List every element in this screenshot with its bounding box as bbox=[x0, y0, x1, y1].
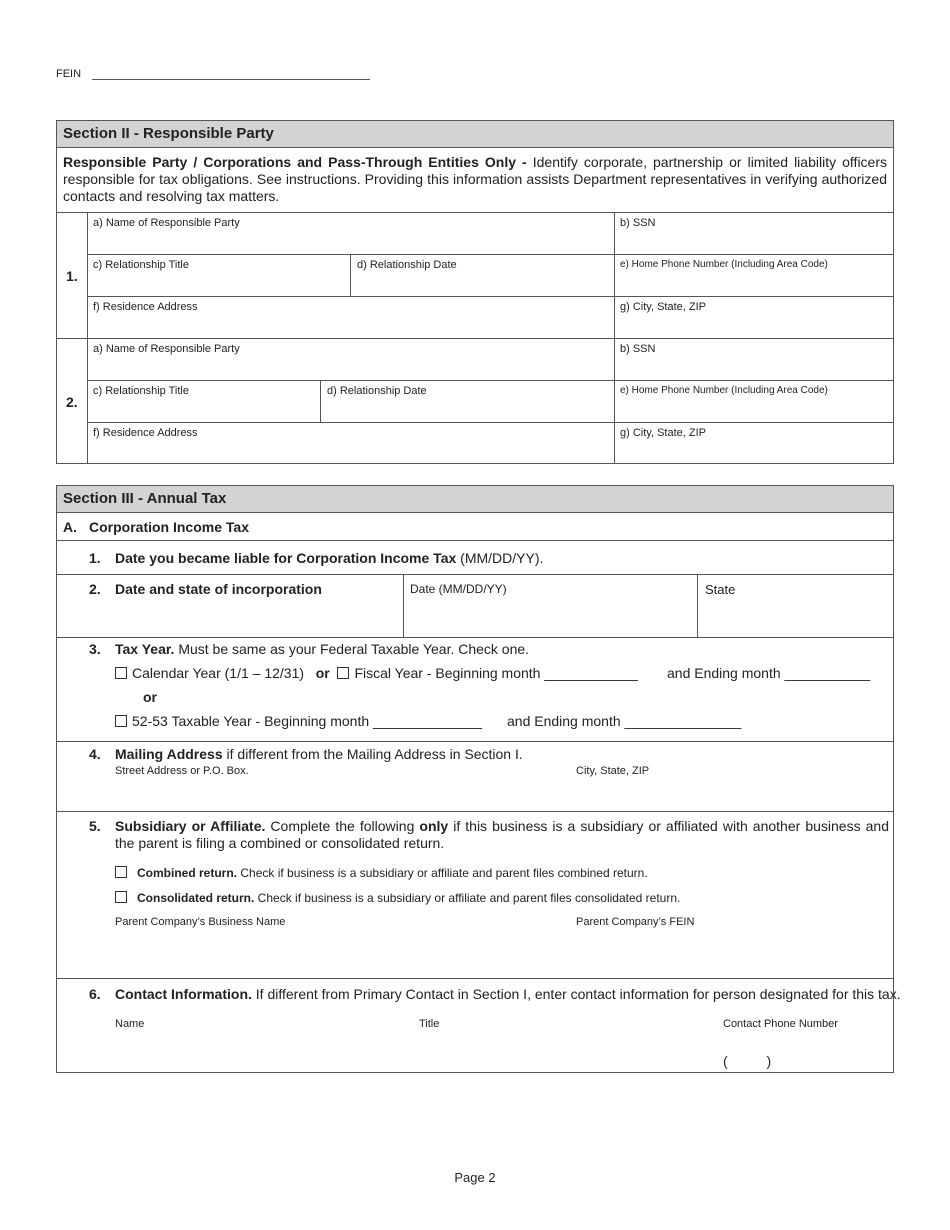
fiscal-year-checkbox[interactable] bbox=[337, 667, 349, 679]
item-4-label: Mailing Address if different from the Mailing Address in Section I. bbox=[115, 746, 523, 762]
item-3-label: Tax Year. Must be same as your Federal Taxable Year. Check one. bbox=[115, 641, 530, 657]
or-line: or bbox=[143, 689, 157, 705]
tax-year-row-3 bbox=[115, 713, 482, 729]
mailing-city-field[interactable]: City, State, ZIP bbox=[576, 765, 650, 777]
section-3-title: Section III - Annual Tax bbox=[57, 486, 893, 513]
page-number: Page 2 bbox=[454, 1170, 496, 1185]
incorporation-state-field[interactable]: State bbox=[705, 582, 736, 597]
contact-phone-parens[interactable]: ( ) bbox=[723, 1053, 772, 1069]
section-2-box bbox=[56, 120, 894, 464]
party-2-number: 2. bbox=[66, 394, 78, 410]
party-1-ssn-field[interactable]: b) SSN bbox=[620, 217, 656, 229]
incorporation-date-field[interactable]: Date (MM/DD/YY) bbox=[410, 582, 507, 596]
item-5-number: 5. bbox=[89, 818, 101, 834]
party-1-date-field[interactable]: d) Relationship Date bbox=[357, 259, 457, 271]
party-1-city-field[interactable]: g) City, State, ZIP bbox=[620, 301, 706, 313]
combined-return-checkbox[interactable] bbox=[115, 866, 127, 878]
contact-phone-field[interactable]: Contact Phone Number bbox=[723, 1018, 838, 1030]
taxable-ending-month[interactable]: and Ending month _______________ bbox=[507, 713, 742, 729]
parent-company-fein-field[interactable]: Parent Company’s FEIN bbox=[576, 916, 695, 928]
calendar-year-label: Calendar Year (1/1 – 12/31) bbox=[132, 665, 305, 681]
parent-company-name-field[interactable]: Parent Company’s Business Name bbox=[115, 916, 286, 928]
item-4-number: 4. bbox=[89, 746, 101, 762]
party-2-ssn-field[interactable]: b) SSN bbox=[620, 343, 656, 355]
taxable-52-53-label: 52-53 Taxable Year - Beginning month ______________ bbox=[132, 713, 483, 729]
item-1-number: 1. bbox=[89, 550, 101, 566]
item-5-label: Subsidiary or Affiliate. Complete the following only if this business is a subsidiary or affiliated with another business and the parent is filing a combined or consolidated return. bbox=[115, 818, 889, 851]
contact-name-field[interactable]: Name bbox=[115, 1018, 145, 1030]
taxable-52-53-checkbox[interactable] bbox=[115, 715, 127, 727]
section-3a-title: Corporation Income Tax bbox=[89, 519, 249, 535]
party-1-name-field[interactable]: a) Name of Responsible Party bbox=[93, 217, 240, 229]
section-2-intro bbox=[57, 148, 893, 207]
tax-year-row-1 bbox=[115, 665, 638, 681]
party-1-address-field[interactable]: f) Residence Address bbox=[93, 301, 198, 313]
party-2-title-field[interactable]: c) Relationship Title bbox=[93, 385, 189, 397]
calendar-year-checkbox[interactable] bbox=[115, 667, 127, 679]
combined-return-row: Combined return. Check if business is a subsidiary or affiliate and parent files combined return. bbox=[115, 866, 648, 880]
item-2-number: 2. bbox=[89, 581, 101, 597]
contact-title-field[interactable]: Title bbox=[419, 1018, 440, 1030]
item-2-label: Date and state of incorporation bbox=[115, 581, 322, 597]
party-1-title-field[interactable]: c) Relationship Title bbox=[93, 259, 189, 271]
section-2-intro-text: Identify corporate, partnership or limited liability officers responsible for tax obligations. See instructions. Providing this information assists Department representatives in verifying authorized contacts and resolving tax matters. bbox=[63, 154, 887, 204]
item-3-number: 3. bbox=[89, 641, 101, 657]
party-2-date-field[interactable]: d) Relationship Date bbox=[327, 385, 427, 397]
party-1-number: 1. bbox=[66, 268, 78, 284]
item-6-label: Contact Information. If different from Primary Contact in Section I, enter contact information for person designated for this tax. bbox=[115, 986, 901, 1002]
item-1-label: Date you became liable for Corporation Income Tax (MM/DD/YY). bbox=[115, 550, 544, 566]
consolidated-return-row: Consolidated return. Check if business is a subsidiary or affiliate and parent files consolidated return. bbox=[115, 891, 680, 905]
fein-label: FEIN bbox=[56, 68, 82, 80]
section-2-intro-bold: Responsible Party / Corporations and Pass-Through Entities Only - bbox=[63, 154, 527, 170]
fiscal-year-label: Fiscal Year - Beginning month ____________ bbox=[354, 665, 638, 681]
party-2-address-field[interactable]: f) Residence Address bbox=[93, 427, 198, 439]
consolidated-return-checkbox[interactable] bbox=[115, 891, 127, 903]
fiscal-ending-month[interactable]: and Ending month ___________ bbox=[667, 665, 871, 681]
mailing-street-field[interactable]: Street Address or P.O. Box. bbox=[115, 765, 249, 777]
party-1-phone-field[interactable]: e) Home Phone Number (Including Area Code) bbox=[620, 259, 828, 270]
party-2-name-field[interactable]: a) Name of Responsible Party bbox=[93, 343, 240, 355]
item-6-number: 6. bbox=[89, 986, 101, 1002]
section-3a-letter: A. bbox=[63, 519, 77, 535]
section-2-title: Section II - Responsible Party bbox=[57, 121, 893, 148]
or-inline: or bbox=[315, 665, 330, 681]
party-2-phone-field[interactable]: e) Home Phone Number (Including Area Code) bbox=[620, 385, 828, 396]
fein-input-line[interactable] bbox=[92, 79, 370, 80]
party-2-city-field[interactable]: g) City, State, ZIP bbox=[620, 427, 706, 439]
